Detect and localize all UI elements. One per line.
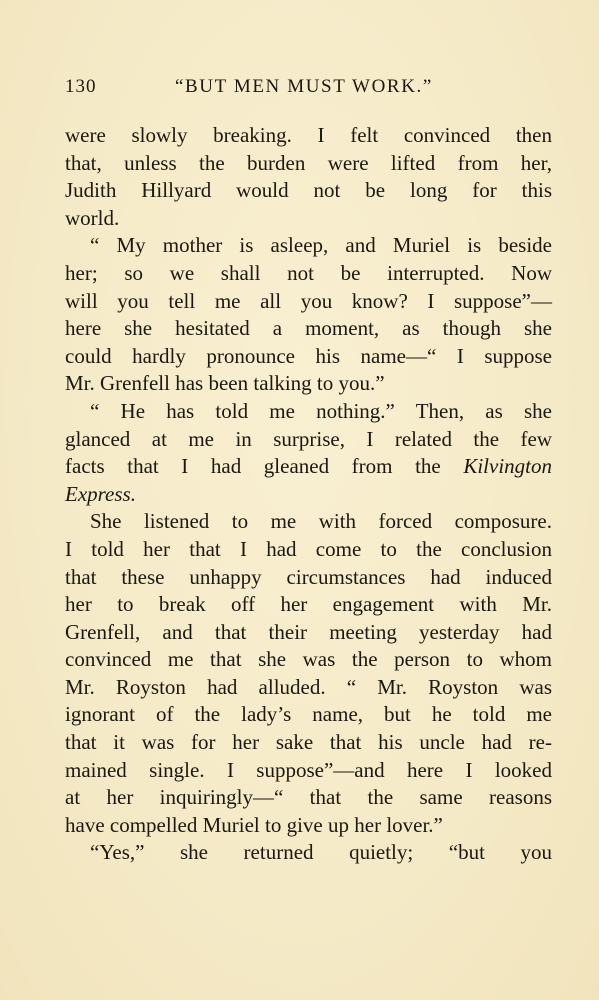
- text-line: [65, 453, 552, 481]
- text-line: her; so we shall not be interrupted. Now: [65, 260, 552, 285]
- text-line: here she hesitated a moment, as though she: [65, 316, 552, 341]
- text-line-start: facts that I had gleaned from the: [65, 454, 441, 479]
- text-line: convinced me that she was the person to whom: [65, 647, 552, 672]
- italic-title-continued: Express.: [65, 481, 136, 506]
- text-line: have compelled Muriel to give up her lover.”: [65, 812, 443, 837]
- text-line: world.: [65, 205, 120, 230]
- page-number: 130: [65, 76, 97, 97]
- text-line: “ My mother is asleep, and Muriel is beside: [90, 233, 552, 258]
- text-line: Grenfell, and that their meeting yesterday had: [65, 619, 552, 644]
- text-line: “ He has told me nothing.” Then, as she: [90, 398, 552, 423]
- text-line: at her inquiringly—“ that the same reasons: [65, 785, 552, 810]
- text-line: mained single. I suppose”—and here I looked: [65, 757, 552, 782]
- running-title: “BUT MEN MUST WORK.”: [175, 76, 433, 97]
- page-header: [65, 76, 535, 106]
- text-line: were slowly breaking. I felt convinced then: [65, 123, 552, 147]
- text-line: [65, 481, 552, 509]
- text-line: that these unhappy circumstances had induced: [65, 564, 552, 589]
- text-line: glanced at me in surprise, I related the few: [65, 426, 552, 451]
- text-line: her to break off her engagement with Mr.: [65, 592, 552, 617]
- text-line: that it was for her sake that his uncle had re-: [65, 730, 552, 755]
- text-line: Mr. Royston had alluded. “ Mr. Royston was: [65, 674, 552, 699]
- text-line: Mr. Grenfell has been talking to you.”: [65, 371, 385, 396]
- body-text: [65, 122, 552, 867]
- text-line: “Yes,” she returned quietly; “but you: [90, 840, 552, 865]
- text-line: could hardly pronounce his name—“ I suppose: [65, 343, 552, 368]
- text-line: I told her that I had come to the conclusion: [65, 536, 552, 561]
- text-line: that, unless the burden were lifted from her,: [65, 150, 552, 175]
- text-line: will you tell me all you know? I suppose”—: [65, 288, 552, 313]
- italic-title: Kilvington: [463, 454, 553, 479]
- text-line: Judith Hillyard would not be long for this: [65, 178, 552, 203]
- text-line: ignorant of the lady’s name, but he told me: [65, 702, 552, 727]
- text-line: She listened to me with forced composure.: [90, 509, 552, 534]
